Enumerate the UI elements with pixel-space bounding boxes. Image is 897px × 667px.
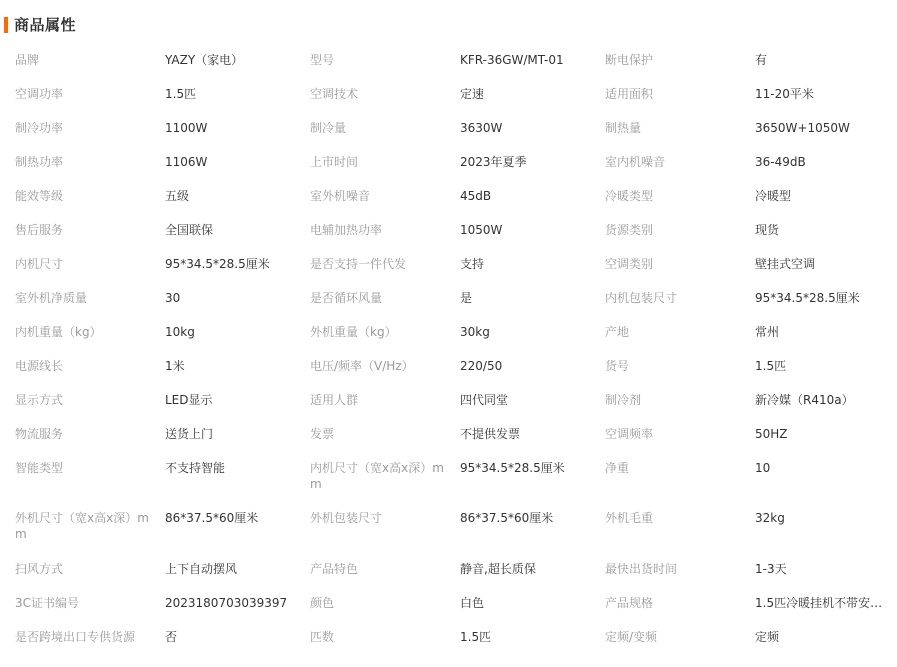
attribute-label: 是否支持一件代发 [310, 257, 407, 271]
attribute-label: 室外机噪音 [310, 189, 371, 203]
attribute-row [0, 314, 897, 348]
attribute-value: 不提供发票 [460, 427, 521, 441]
attribute-value: 壁挂式空调 [755, 257, 816, 271]
attribute-label: 适用面积 [605, 87, 654, 101]
attribute-value: 定速 [460, 87, 485, 101]
attribute-value: 32kg [755, 511, 785, 525]
attribute-label: 适用人群 [310, 393, 359, 407]
attribute-value: 1050W [460, 223, 503, 237]
attribute-label: 电源线长 [15, 359, 64, 373]
attribute-value: 95*34.5*28.5厘米 [755, 291, 860, 305]
attribute-value: 1.5匹 [460, 630, 492, 644]
attribute-label: 室外机净质量 [15, 291, 88, 305]
attribute-value: 1.5匹 [165, 87, 197, 101]
attribute-value: 1米 [165, 359, 185, 373]
attribute-label: 物流服务 [15, 427, 64, 441]
attribute-value: 50HZ [755, 427, 788, 441]
attribute-value: 1100W [165, 121, 208, 135]
attribute-row [0, 280, 897, 314]
attribute-value: 3630W [460, 121, 503, 135]
attribute-value: 11-20平米 [755, 87, 814, 101]
attribute-value: 常州 [755, 325, 780, 339]
attribute-value: YAZY（家电） [165, 53, 244, 67]
attribute-row [0, 416, 897, 450]
attribute-value: 现货 [755, 223, 780, 237]
attribute-row [0, 76, 897, 110]
attribute-label: 空调功率 [15, 87, 64, 101]
attribute-value: 3650W+1050W [755, 121, 850, 135]
attribute-value: 2023180703039397 [165, 596, 288, 610]
attribute-label: 空调类别 [605, 257, 654, 271]
attribute-label: 匹数 [310, 630, 335, 644]
attribute-value: 220/50 [460, 359, 503, 373]
attribute-row [0, 246, 897, 280]
attribute-label: 定频/变频 [605, 630, 658, 644]
attribute-value: 10 [755, 461, 771, 475]
attribute-label: 内机包装尺寸 [605, 291, 678, 305]
attribute-label: 最快出货时间 [605, 562, 678, 576]
attribute-label: 内机尺寸（宽x高x深）mm [310, 461, 444, 491]
attribute-label: 内机重量（kg） [15, 325, 102, 339]
attribute-value: LED显示 [165, 393, 213, 407]
attribute-value: 2023年夏季 [460, 155, 527, 169]
attribute-value: 静音,超长质保 [460, 562, 536, 576]
attribute-label: 空调技术 [310, 87, 359, 101]
attribute-value: 冷暖型 [755, 189, 792, 203]
attribute-value: 五级 [165, 189, 190, 203]
attribute-label: 扫风方式 [15, 562, 64, 576]
attribute-value: 支持 [460, 257, 485, 271]
attribute-label: 产品特色 [310, 562, 359, 576]
attribute-row [0, 110, 897, 144]
attribute-label: 能效等级 [15, 189, 64, 203]
attribute-label: 上市时间 [310, 155, 359, 169]
attribute-label: 外机重量（kg） [310, 325, 397, 339]
attribute-value: 不支持智能 [165, 461, 226, 475]
attribute-value: 30kg [460, 325, 490, 339]
attribute-value: 10kg [165, 325, 195, 339]
attribute-value: KFR-36GW/MT-01 [460, 53, 564, 67]
attribute-label: 制热功率 [15, 155, 64, 169]
attribute-value: 定频 [755, 630, 780, 644]
attribute-label: 品牌 [15, 53, 40, 67]
section-accent-bar [4, 17, 8, 33]
attribute-value: 30 [165, 291, 181, 305]
attribute-value: 四代同堂 [460, 393, 509, 407]
attribute-value: 95*34.5*28.5厘米 [460, 461, 565, 475]
attribute-value: 36-49dB [755, 155, 806, 169]
attribute-label: 型号 [310, 53, 335, 67]
attribute-label: 冷暖类型 [605, 189, 654, 203]
attribute-label: 显示方式 [15, 393, 64, 407]
attribute-label: 制冷功率 [15, 121, 64, 135]
attribute-row [0, 144, 897, 178]
attribute-value: 1106W [165, 155, 208, 169]
attribute-row [0, 450, 897, 500]
attribute-value: 全国联保 [165, 223, 214, 237]
attribute-label: 制热量 [605, 121, 642, 135]
attribute-label: 是否循环风量 [310, 291, 383, 305]
attributes-table [0, 42, 897, 653]
attribute-value: 新冷媒（R410a） [755, 393, 854, 407]
attribute-label: 发票 [310, 427, 335, 441]
attribute-row [0, 42, 897, 76]
attribute-label: 是否跨境出口专供货源 [15, 630, 136, 644]
attribute-label: 智能类型 [15, 461, 64, 475]
attribute-label: 内机尺寸 [15, 257, 64, 271]
attribute-label: 空调频率 [605, 427, 654, 441]
attribute-label: 外机尺寸（宽x高x深）mm [15, 511, 149, 541]
attribute-value: 1-3天 [755, 562, 787, 576]
attribute-row [0, 382, 897, 416]
section-title: 商品属性 [14, 16, 77, 34]
attribute-label: 售后服务 [15, 223, 64, 237]
attribute-label: 货号 [605, 359, 630, 373]
attribute-value: 86*37.5*60厘米 [460, 511, 554, 525]
attribute-label: 货源类别 [605, 223, 654, 237]
attribute-row [0, 212, 897, 246]
attribute-label: 外机包装尺寸 [310, 511, 383, 525]
attribute-label: 3C证书编号 [15, 596, 80, 610]
attribute-label: 外机毛重 [605, 511, 654, 525]
attribute-value: 是 [460, 291, 473, 305]
attribute-value: 上下自动摆风 [165, 562, 238, 576]
attribute-value: 1.5匹 [755, 359, 787, 373]
section-header [4, 14, 76, 36]
attribute-row [0, 348, 897, 382]
attribute-label: 产品规格 [605, 596, 654, 610]
attribute-value: 白色 [460, 596, 485, 610]
attribute-row [0, 178, 897, 212]
attribute-value: 1.5匹冷暖挂机不带安… [755, 596, 883, 610]
attribute-label: 净重 [605, 461, 630, 475]
attribute-row [0, 500, 897, 551]
attribute-label: 电压/频率（V/Hz） [310, 359, 414, 373]
attribute-row [0, 619, 897, 653]
attribute-label: 制冷剂 [605, 393, 642, 407]
attribute-value: 有 [755, 53, 768, 67]
attribute-label: 颜色 [310, 596, 335, 610]
attribute-label: 电辅加热功率 [310, 223, 383, 237]
attribute-row [0, 585, 897, 619]
attribute-value: 95*34.5*28.5厘米 [165, 257, 270, 271]
attribute-value: 送货上门 [165, 427, 214, 441]
attribute-label: 断电保护 [605, 53, 654, 67]
attribute-label: 室内机噪音 [605, 155, 666, 169]
attribute-value: 否 [165, 630, 178, 644]
attribute-row [0, 551, 897, 585]
attribute-label: 制冷量 [310, 121, 347, 135]
attribute-label: 产地 [605, 325, 630, 339]
attribute-value: 45dB [460, 189, 492, 203]
attribute-value: 86*37.5*60厘米 [165, 511, 259, 525]
